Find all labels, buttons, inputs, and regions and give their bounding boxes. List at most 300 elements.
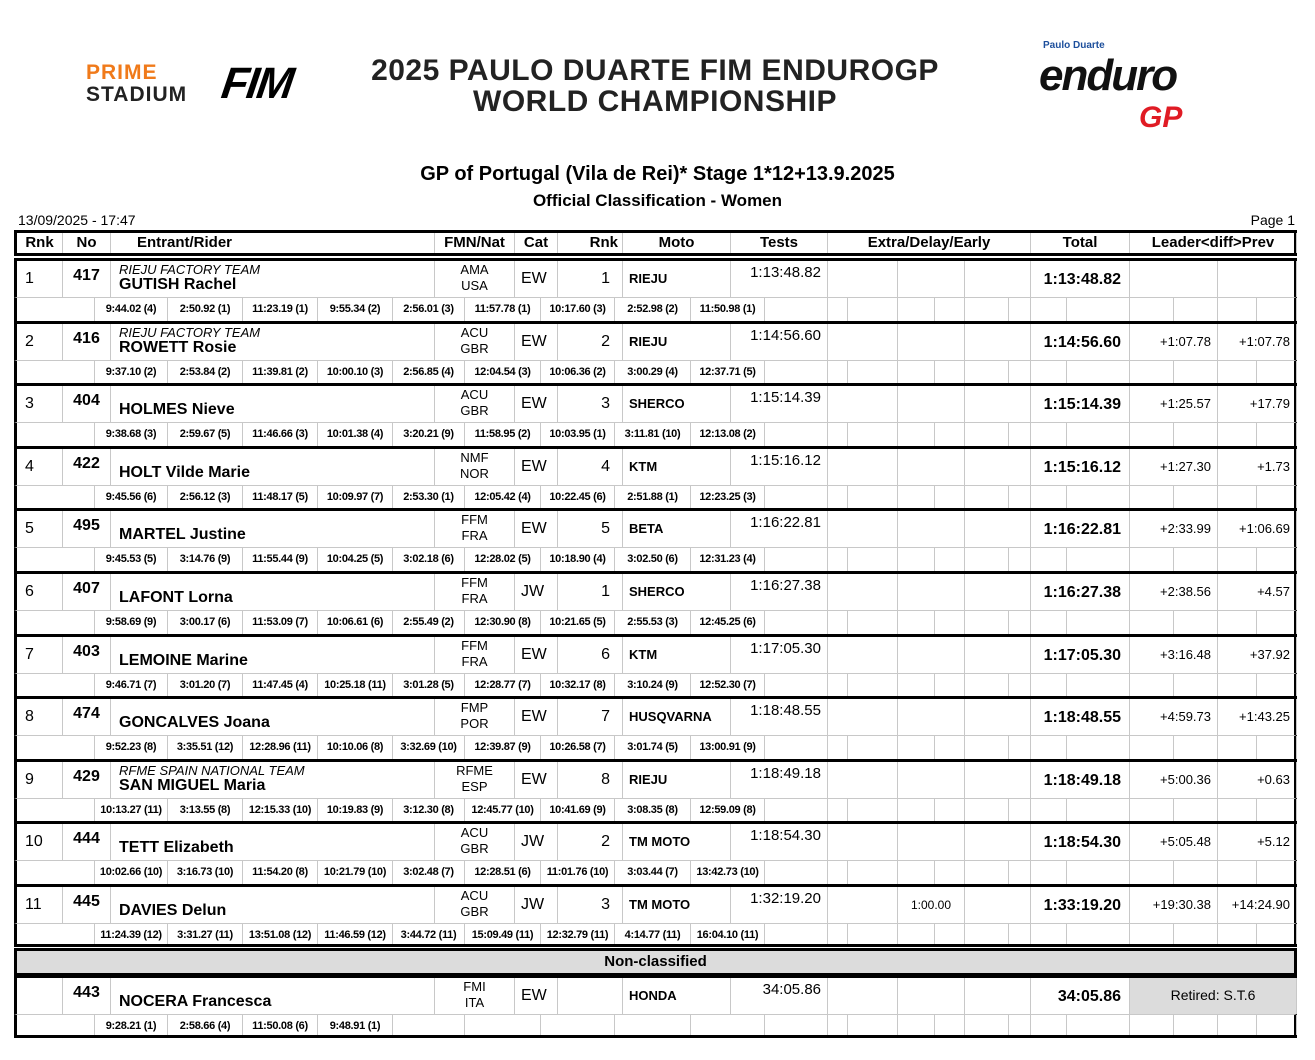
split-empty xyxy=(965,861,1009,884)
total-time: 1:17:05.30 xyxy=(1031,637,1130,673)
nationality: ITA xyxy=(464,995,485,1010)
split-empty xyxy=(765,861,828,884)
rider-name: LEMOINE Marine xyxy=(119,651,248,669)
split-empty xyxy=(848,486,898,509)
split-empty xyxy=(1218,611,1257,634)
team-name xyxy=(119,388,434,401)
split-time: 11:57.78 (1) xyxy=(465,298,541,321)
split-empty xyxy=(965,486,1009,509)
column-header-no: No xyxy=(63,233,111,253)
split-empty xyxy=(17,736,95,759)
race-number: 445 xyxy=(63,887,111,923)
split-empty xyxy=(1257,548,1297,571)
split-empty xyxy=(935,486,965,509)
column-header-cat-rnk: Rnk xyxy=(558,233,623,253)
split-time: 11:23.19 (1) xyxy=(243,298,318,321)
split-empty xyxy=(848,548,898,571)
extra-time: 1:00.00 xyxy=(898,887,965,923)
split-time: 9:55.34 (2) xyxy=(318,298,393,321)
team-name: RIEJU FACTORY TEAM xyxy=(119,262,261,277)
split-time: 9:37.10 (2) xyxy=(95,361,168,384)
logo-text: STADIUM xyxy=(86,83,188,106)
category: EW xyxy=(515,978,558,1014)
split-time: 12:28.02 (5) xyxy=(465,548,541,571)
category-rank: 7 xyxy=(558,699,623,735)
split-empty xyxy=(1218,361,1257,384)
column-header-tests: Tests xyxy=(731,233,828,253)
split-empty xyxy=(965,361,1009,384)
category: JW xyxy=(515,824,558,860)
split-empty xyxy=(1218,799,1257,822)
extra-time xyxy=(898,324,965,360)
split-empty xyxy=(1009,611,1031,634)
split-empty xyxy=(17,1015,95,1035)
rider-name: HOLT Vilde Marie xyxy=(119,463,250,481)
rider-name: TETT Elizabeth xyxy=(119,839,234,857)
split-empty xyxy=(1031,1015,1067,1035)
split-time: 13:00.91 (9) xyxy=(691,736,765,759)
split-empty xyxy=(965,611,1009,634)
split-empty xyxy=(1174,548,1218,571)
federation: FFM xyxy=(461,512,488,528)
split-time: 11:24.39 (12) xyxy=(95,924,168,944)
split-time: 12:28.77 (7) xyxy=(465,674,541,697)
split-empty xyxy=(765,361,828,384)
motorcycle: KTM xyxy=(623,637,731,673)
split-empty xyxy=(765,298,828,321)
split-time: 3:32.69 (10) xyxy=(393,736,465,759)
tests-time: 1:15:16.12 xyxy=(731,449,828,485)
split-time: 3:35.51 (12) xyxy=(168,736,243,759)
split-time: 2:55.53 (3) xyxy=(615,611,691,634)
entrant xyxy=(111,637,435,673)
split-empty xyxy=(1257,298,1297,321)
split-empty xyxy=(828,736,848,759)
non-classified-header: Non-classified xyxy=(14,948,1297,976)
split-time: 11:50.08 (6) xyxy=(243,1015,318,1035)
gap-to-leader: +19:30.38 xyxy=(1130,887,1218,923)
total-time: 1:18:49.18 xyxy=(1031,762,1130,798)
tests-time: 1:16:27.38 xyxy=(731,574,828,610)
total-time: 1:16:27.38 xyxy=(1031,574,1130,610)
split-empty xyxy=(1130,611,1174,634)
split-empty xyxy=(935,736,965,759)
split-empty xyxy=(691,1015,765,1035)
race-number: 444 xyxy=(63,824,111,860)
total-time: 1:18:48.55 xyxy=(1031,699,1130,735)
split-time: 11:53.09 (7) xyxy=(243,611,318,634)
split-times-row xyxy=(14,361,1297,384)
column-header-fmn: FMN/Nat xyxy=(435,233,515,253)
split-empty xyxy=(1031,924,1067,944)
split-empty xyxy=(935,924,965,944)
total-time: 1:16:22.81 xyxy=(1031,511,1130,547)
split-time: 2:52.98 (2) xyxy=(615,298,691,321)
extra-time xyxy=(898,978,965,1014)
split-empty xyxy=(965,674,1009,697)
split-empty xyxy=(848,1015,898,1035)
split-empty xyxy=(1009,736,1031,759)
total-time: 1:14:56.60 xyxy=(1031,324,1130,360)
classification-title: Official Classification - Women xyxy=(532,191,783,210)
split-empty xyxy=(1218,736,1257,759)
split-empty xyxy=(848,361,898,384)
tests-time: 1:16:22.81 xyxy=(731,511,828,547)
split-empty xyxy=(1130,423,1174,446)
split-empty xyxy=(1257,486,1297,509)
gap-to-previous: +0.63 xyxy=(1218,762,1297,798)
category-rank: 5 xyxy=(558,511,623,547)
tests-time: 1:18:49.18 xyxy=(731,762,828,798)
gap-to-previous: +14:24.90 xyxy=(1218,887,1297,923)
nationality: GBR xyxy=(460,340,489,356)
split-time: 13:51.08 (12) xyxy=(243,924,318,944)
split-empty xyxy=(828,548,848,571)
split-time: 3:20.21 (9) xyxy=(393,423,465,446)
split-empty xyxy=(898,361,935,384)
total-time: 1:15:16.12 xyxy=(1031,449,1130,485)
logo-text: enduro xyxy=(1039,51,1177,100)
rider-row xyxy=(14,321,1297,361)
extra-cell xyxy=(965,261,1031,297)
rider-row xyxy=(14,821,1297,861)
split-empty xyxy=(1130,674,1174,697)
split-time: 12:31.23 (4) xyxy=(691,548,765,571)
rank: 2 xyxy=(17,324,63,360)
federation-nation xyxy=(435,637,515,673)
rank: 11 xyxy=(17,887,63,923)
split-time: 3:16.73 (10) xyxy=(168,861,243,884)
federation: ACU xyxy=(460,888,489,903)
team-name xyxy=(119,826,434,839)
split-time: 10:41.69 (9) xyxy=(541,799,615,822)
tests-time: 1:14:56.60 xyxy=(731,324,828,360)
split-empty xyxy=(935,298,965,321)
split-empty xyxy=(828,611,848,634)
team-name xyxy=(119,889,434,902)
split-time: 2:53.30 (1) xyxy=(393,486,465,509)
split-empty xyxy=(1009,861,1031,884)
split-empty xyxy=(1130,799,1174,822)
race-number: 474 xyxy=(63,699,111,735)
extra-cell xyxy=(828,386,898,422)
race-number: 422 xyxy=(63,449,111,485)
nationality: POR xyxy=(460,716,489,732)
nationality: GBR xyxy=(460,904,489,919)
extra-cell xyxy=(965,574,1031,610)
category: EW xyxy=(515,637,558,673)
rank xyxy=(17,978,63,1014)
rider-name: SAN MIGUEL Maria xyxy=(119,776,266,794)
split-empty xyxy=(1257,1015,1297,1035)
rider-name: GUTISH Rachel xyxy=(119,276,237,293)
split-time: 10:04.25 (5) xyxy=(318,548,393,571)
total-time: 1:15:14.39 xyxy=(1031,386,1130,422)
split-empty xyxy=(935,423,965,446)
split-empty xyxy=(1009,799,1031,822)
split-empty xyxy=(828,924,848,944)
motorcycle: RIEJU xyxy=(623,324,731,360)
split-time: 12:45.25 (6) xyxy=(691,611,765,634)
extra-time xyxy=(898,449,965,485)
split-times-row xyxy=(14,674,1297,697)
split-empty xyxy=(1067,674,1130,697)
split-empty xyxy=(1218,924,1257,944)
split-time: 12:30.90 (8) xyxy=(465,611,541,634)
split-empty xyxy=(1031,548,1067,571)
print-datetime: 13/09/2025 - 17:47 xyxy=(18,212,136,228)
split-empty xyxy=(1009,361,1031,384)
rank: 6 xyxy=(17,574,63,610)
extra-cell xyxy=(828,324,898,360)
split-times-row xyxy=(14,423,1297,446)
gap-to-previous: +1:07.78 xyxy=(1218,324,1297,360)
split-empty xyxy=(17,611,95,634)
split-empty xyxy=(17,548,95,571)
column-header-entrant: Entrant/Rider xyxy=(111,233,435,253)
extra-cell xyxy=(828,887,898,923)
split-empty xyxy=(1067,486,1130,509)
tests-time: 1:13:48.82 xyxy=(731,261,828,297)
extra-cell xyxy=(965,511,1031,547)
split-empty xyxy=(1218,423,1257,446)
split-empty xyxy=(1009,423,1031,446)
split-empty xyxy=(1130,861,1174,884)
federation: ACU xyxy=(460,387,489,403)
split-time: 2:58.66 (4) xyxy=(168,1015,243,1035)
split-time: 10:10.06 (8) xyxy=(318,736,393,759)
split-empty xyxy=(848,674,898,697)
split-empty xyxy=(17,423,95,446)
column-header-diff: Leader<diff>Prev xyxy=(1130,233,1297,253)
split-empty xyxy=(1031,423,1067,446)
extra-cell xyxy=(828,824,898,860)
split-empty xyxy=(898,611,935,634)
gap-to-leader: +2:33.99 xyxy=(1130,511,1218,547)
federation-nation xyxy=(435,324,515,360)
split-empty xyxy=(17,298,95,321)
split-empty xyxy=(1009,1015,1031,1035)
total-time: 1:18:54.30 xyxy=(1031,824,1130,860)
split-time: 10:25.18 (11) xyxy=(318,674,393,697)
category-rank xyxy=(558,978,623,1014)
extra-time xyxy=(898,511,965,547)
rider-name: HOLMES Nieve xyxy=(119,401,235,419)
split-empty xyxy=(965,423,1009,446)
rider-name: MARTEL Justine xyxy=(119,526,246,544)
split-empty xyxy=(1257,736,1297,759)
team-name xyxy=(119,639,434,652)
split-empty xyxy=(1218,674,1257,697)
split-time: 3:03.44 (7) xyxy=(615,861,691,884)
page-number: Page 1 xyxy=(1250,212,1295,228)
nationality: USA xyxy=(461,278,488,293)
split-empty xyxy=(1009,924,1031,944)
split-time: 3:10.24 (9) xyxy=(615,674,691,697)
split-time: 9:28.21 (1) xyxy=(95,1015,168,1035)
split-time: 10:26.58 (7) xyxy=(541,736,615,759)
gap-to-leader: +1:07.78 xyxy=(1130,324,1218,360)
total-time: 34:05.86 xyxy=(1031,978,1130,1014)
split-time: 3:13.55 (8) xyxy=(168,799,243,822)
split-empty xyxy=(848,298,898,321)
gap-to-leader xyxy=(1130,261,1218,297)
federation-nation xyxy=(435,887,515,923)
rank: 1 xyxy=(17,261,63,297)
category-rank: 2 xyxy=(558,324,623,360)
gap-to-leader: +5:05.48 xyxy=(1130,824,1218,860)
federation: ACU xyxy=(460,324,489,340)
split-empty xyxy=(1257,924,1297,944)
entrant xyxy=(111,762,435,798)
gap-to-leader: +2:38.56 xyxy=(1130,574,1218,610)
split-time: 3:11.81 (10) xyxy=(615,423,691,446)
extra-cell xyxy=(965,386,1031,422)
extra-cell xyxy=(965,762,1031,798)
extra-time xyxy=(898,824,965,860)
split-empty xyxy=(1257,674,1297,697)
federation-nation xyxy=(435,511,515,547)
split-time: 3:31.27 (11) xyxy=(168,924,243,944)
split-empty xyxy=(828,674,848,697)
split-empty xyxy=(1067,611,1130,634)
split-empty xyxy=(935,1015,965,1035)
split-time: 12:45.77 (10) xyxy=(465,799,541,822)
split-time: 11:39.81 (2) xyxy=(243,361,318,384)
rank: 3 xyxy=(17,386,63,422)
championship-title xyxy=(340,55,970,117)
federation: FMI xyxy=(463,979,486,994)
federation: AMA xyxy=(460,262,489,277)
split-empty xyxy=(898,1015,935,1035)
split-empty xyxy=(898,736,935,759)
extra-cell xyxy=(828,978,898,1014)
split-time: 2:56.12 (3) xyxy=(168,486,243,509)
split-time: 16:04.10 (11) xyxy=(691,924,765,944)
split-empty xyxy=(848,423,898,446)
entrant xyxy=(111,824,435,860)
gap-to-previous: +4.57 xyxy=(1218,574,1297,610)
race-number: 429 xyxy=(63,762,111,798)
federation: ACU xyxy=(460,825,489,841)
split-empty xyxy=(17,924,95,944)
split-time: 3:01.28 (5) xyxy=(393,674,465,697)
team-name xyxy=(119,576,434,589)
extra-time xyxy=(898,261,965,297)
rider-name: NOCERA Francesca xyxy=(119,993,272,1010)
split-empty xyxy=(1174,736,1218,759)
extra-cell xyxy=(965,824,1031,860)
gap-to-previous: +5.12 xyxy=(1218,824,1297,860)
split-time: 12:28.96 (11) xyxy=(243,736,318,759)
split-time: 10:01.38 (4) xyxy=(318,423,393,446)
split-time: 10:06.36 (2) xyxy=(541,361,615,384)
split-empty xyxy=(828,861,848,884)
split-empty xyxy=(965,799,1009,822)
split-empty xyxy=(765,674,828,697)
gap-to-previous xyxy=(1218,261,1297,297)
column-header-cat: Cat xyxy=(515,233,558,253)
split-empty xyxy=(765,486,828,509)
split-time: 11:48.17 (5) xyxy=(243,486,318,509)
split-times-row xyxy=(14,924,1297,947)
rider-row xyxy=(14,571,1297,611)
split-time: 11:50.98 (1) xyxy=(691,298,765,321)
motorcycle: SHERCO xyxy=(623,386,731,422)
split-empty xyxy=(1031,361,1067,384)
split-empty xyxy=(1174,361,1218,384)
split-time: 9:48.91 (1) xyxy=(318,1015,393,1035)
split-time: 9:52.23 (8) xyxy=(95,736,168,759)
split-time: 11:58.95 (2) xyxy=(465,423,541,446)
split-time: 12:28.51 (6) xyxy=(465,861,541,884)
split-time: 10:21.79 (10) xyxy=(318,861,393,884)
split-empty xyxy=(393,1015,465,1035)
split-time: 10:03.95 (1) xyxy=(541,423,615,446)
split-empty xyxy=(1067,736,1130,759)
split-times-row xyxy=(14,486,1297,509)
split-empty xyxy=(1067,548,1130,571)
split-empty xyxy=(898,799,935,822)
gap-to-previous: +1:06.69 xyxy=(1218,511,1297,547)
federation-nation xyxy=(435,978,515,1014)
split-time: 12:37.71 (5) xyxy=(691,361,765,384)
split-time: 2:51.88 (1) xyxy=(615,486,691,509)
split-empty xyxy=(1009,298,1031,321)
split-empty xyxy=(935,674,965,697)
extra-time xyxy=(898,386,965,422)
split-empty xyxy=(1031,799,1067,822)
split-empty xyxy=(1067,799,1130,822)
column-header-rnk: Rnk xyxy=(17,233,63,253)
split-time: 9:45.56 (6) xyxy=(95,486,168,509)
category: EW xyxy=(515,324,558,360)
split-time: 2:56.85 (4) xyxy=(393,361,465,384)
rank: 10 xyxy=(17,824,63,860)
rider-row xyxy=(14,884,1297,924)
extra-cell xyxy=(965,449,1031,485)
split-time: 10:02.66 (10) xyxy=(95,861,168,884)
entrant xyxy=(111,511,435,547)
split-empty xyxy=(828,1015,848,1035)
split-empty xyxy=(1130,361,1174,384)
tests-time: 1:18:48.55 xyxy=(731,699,828,735)
federation: FFM xyxy=(461,575,488,590)
split-empty xyxy=(1174,799,1218,822)
category-rank: 1 xyxy=(558,261,623,297)
split-empty xyxy=(1031,861,1067,884)
split-empty xyxy=(965,548,1009,571)
split-empty xyxy=(1067,861,1130,884)
split-empty xyxy=(1031,611,1067,634)
total-time: 1:33:19.20 xyxy=(1031,887,1130,923)
gap-to-previous: +1:43.25 xyxy=(1218,699,1297,735)
event-title: GP of Portugal (Vila de Rei)* Stage 1*12+13.9.2025 xyxy=(420,163,895,185)
split-time: 2:56.01 (3) xyxy=(393,298,465,321)
rank: 4 xyxy=(17,449,63,485)
split-time: 2:55.49 (2) xyxy=(393,611,465,634)
race-number: 443 xyxy=(63,978,111,1014)
prime-stadium-logo xyxy=(86,62,187,106)
federation-nation xyxy=(435,261,515,297)
split-empty xyxy=(1174,486,1218,509)
gap-to-leader: +4:59.73 xyxy=(1130,699,1218,735)
split-time: 10:06.61 (6) xyxy=(318,611,393,634)
split-times-row xyxy=(14,799,1297,822)
split-empty xyxy=(965,298,1009,321)
split-empty xyxy=(848,861,898,884)
category-rank: 2 xyxy=(558,824,623,860)
